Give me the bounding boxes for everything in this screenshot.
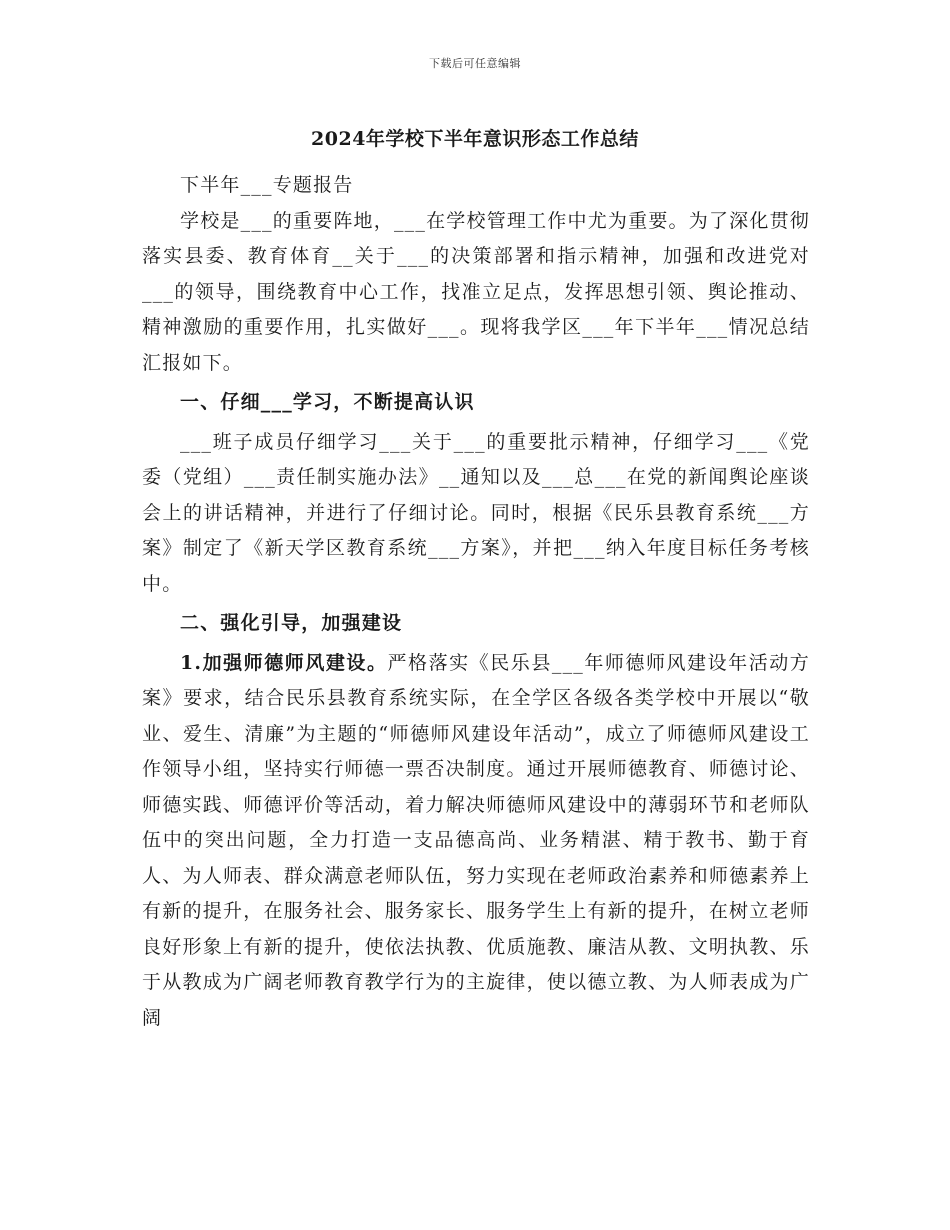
document-title: 2024年学校下半年意识形态工作总结 [311, 128, 639, 150]
paragraph-study: ___班子成员仔细学习___关于___的重要批示精神，仔细学习___《党委（党组）___责任制实施办法》__通知以及___总___在党的新闻舆论座谈会上的讲话精神，并进行了仔细讨论。同时，根据《民乐县教育系统___方案》制定了《新天学区教育系统___方案》，并把___纳入年度目标任务考核中。 [142, 430, 810, 595]
section-heading-2: 二、强化引导，加强建设 [180, 612, 403, 634]
document-body [142, 168, 810, 1036]
subsection-body-1: 严格落实《民乐县___年师德师风建设年活动方案》要求，结合民乐县教育系统实际，在全学区各级各类学校中开展以“敬业、爱生、清廉”为主题的“师德师风建设年活动”，成立了师德师风建设工作领导小组，坚持实行师德一票否决制度。通过开展师德教育、师德讨论、师德实践、师德评价等活动，着力解决师德师风建设中的薄弱环节和老师队伍中的突出问题，全力打造一支品德高尚、业务精湛、精于教书、勤于育人、为人师表、群众满意老师队伍，努力实现在老师政治素养和师德素养上有新的提升，在服务社会、服务家长、服务学生上有新的提升，在树立老师良好形象上有新的提升，使依法执教、优质施教、廉洁从教、文明执教、乐于从教成为广阔老师教育教学行为的主旋律，使以德立教、为人师表成为广阔 [142, 651, 810, 1029]
subsection-heading-1: 1.加强师德师风建设。 [180, 651, 388, 674]
paragraph-ethics [142, 646, 810, 1037]
section-heading-1: 一、仔细___学习，不断提高认识 [180, 391, 475, 413]
page-header-note: 下载后可任意编辑 [429, 57, 521, 70]
intro-line: 下半年___专题报告 [180, 174, 354, 196]
paragraph-intro: 学校是___的重要阵地，___在学校管理工作中尤为重要。为了深化贯彻落实县委、教育体育__关于___的决策部署和指示精神，加强和改进党对___的领导，围绕教育中心工作，找准立足点，发挥思想引领、舆论推动、精神激励的重要作用，扎实做好___。现将我学区___年下半年___情况总结汇报如下。 [142, 209, 810, 374]
